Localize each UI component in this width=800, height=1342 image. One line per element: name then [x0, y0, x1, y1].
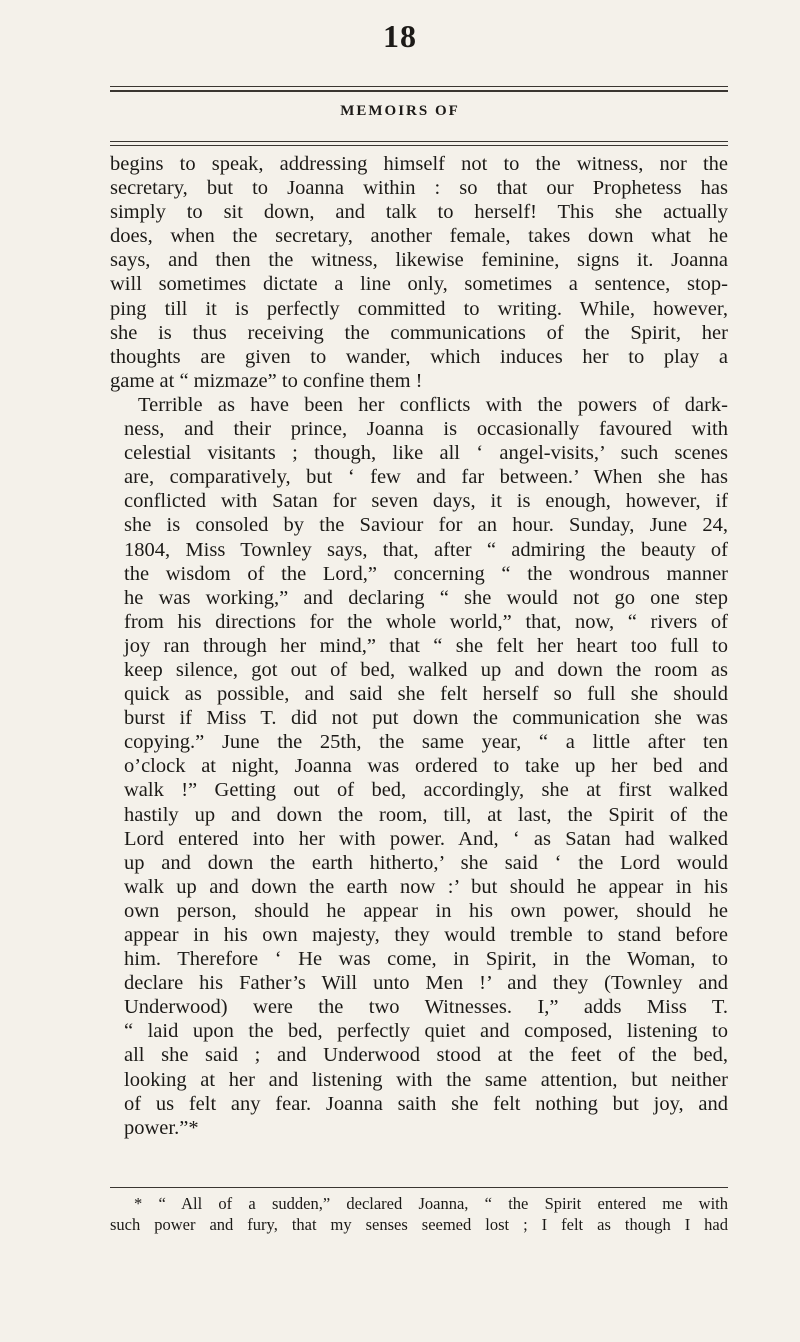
text-line: o’clock at night, Joanna was ordered to take up her bed and	[124, 755, 728, 778]
text-line: celestial visitants ; though, like all ‘ angel-visits,’ such scenes	[124, 442, 728, 465]
text-line: own person, should he appear in his own power, should he	[124, 899, 728, 922]
text-line: are, comparatively, but ‘ few and far between.’ When she has	[124, 466, 728, 489]
text-line: she is thus receiving the communications of the Spirit, her	[110, 321, 728, 344]
paragraph-2	[110, 393, 728, 1140]
text-line: simply to sit down, and talk to herself! This she actually	[110, 201, 728, 224]
footnote	[110, 1193, 728, 1235]
text-line: from his directions for the whole world,” that, now, “ rivers of	[124, 610, 728, 633]
body-text	[110, 152, 728, 1140]
text-line: of us felt any fear. Joanna saith she felt nothing but joy, and	[124, 1092, 728, 1115]
text-line: walk up and down the earth now :’ but should he appear in his	[124, 875, 728, 898]
text-line: all she said ; and Underwood stood at the feet of the bed,	[124, 1044, 728, 1067]
text-line: hastily up and down the room, till, at last, the Spirit of the	[124, 803, 728, 826]
header-rule-bottom	[110, 141, 728, 142]
text-line: thoughts are given to wander, which induces her to play a	[110, 345, 728, 368]
text-line: ping till it is perfectly committed to writing. While, however,	[110, 297, 728, 320]
text-line: she is consoled by the Saviour for an hour. Sunday, June 24,	[124, 514, 728, 537]
header-rule-bottom-thin	[110, 145, 728, 146]
text-line: conflicted with Satan for seven days, it is enough, however, if	[124, 490, 728, 513]
text-line: copying.” June the 25th, the same year, “ a little after ten	[124, 731, 728, 754]
text-line: power.”*	[124, 1116, 199, 1139]
text-line: looking at her and listening with the same attention, but neither	[124, 1068, 728, 1091]
text-line: he was working,” and declaring “ she would not go one step	[124, 586, 728, 609]
text-line: walk !” Getting out of bed, accordingly, she at first walked	[124, 779, 728, 802]
text-line: game at “ mizmaze” to confine them !	[110, 369, 423, 392]
header-rule-top	[110, 86, 728, 87]
text-line: Underwood) were the two Witnesses. I,” adds Miss T.	[124, 996, 728, 1019]
footnote-line: such power and fury, that my senses seemed lost ; I felt as though I had	[110, 1215, 728, 1234]
running-head: MEMOIRS OF	[340, 103, 460, 119]
text-line: Lord entered into her with power. And, ‘ as Satan had walked	[124, 827, 728, 850]
text-line: joy ran through her mind,” that “ she felt her heart too full to	[124, 634, 728, 657]
text-line: says, and then the witness, likewise feminine, signs it. Joanna	[110, 249, 728, 272]
paragraph-1	[110, 152, 728, 393]
text-line: “ laid upon the bed, perfectly quiet and composed, listening to	[124, 1020, 728, 1043]
text-line: up and down the earth hitherto,’ she said ‘ the Lord would	[124, 851, 728, 874]
text-line: ness, and their prince, Joanna is occasionally favoured with	[124, 418, 728, 441]
footnote-line: * “ All of a sudden,” declared Joanna, “ the Spirit entered me with	[134, 1194, 728, 1213]
text-line: the wisdom of the Lord,” concerning “ the wondrous manner	[124, 562, 728, 585]
text-line: him. Therefore ‘ He was come, in Spirit, in the Woman, to	[124, 948, 728, 971]
text-line: quick as possible, and said she felt herself so full she should	[124, 683, 728, 706]
text-line: Terrible as have been her conflicts with the powers of dark-	[138, 393, 728, 416]
text-line: declare his Father’s Will unto Men !’ and they (Townley and	[124, 972, 728, 995]
text-line: 1804, Miss Townley says, that, after “ admiring the beauty of	[124, 538, 728, 561]
text-line: keep silence, got out of bed, walked up and down the room as	[124, 658, 728, 681]
page-number: 18	[383, 18, 417, 54]
footnote-rule	[110, 1187, 728, 1188]
text-line: will sometimes dictate a line only, sometimes a sentence, stop-	[110, 273, 728, 296]
text-line: secretary, but to Joanna within : so that our Prophetess has	[110, 177, 728, 200]
text-line: does, when the secretary, another female, takes down what he	[110, 225, 728, 248]
header-rule-top-thick	[110, 90, 728, 92]
text-line: begins to speak, addressing himself not to the witness, nor the	[110, 153, 728, 175]
text-line: burst if Miss T. did not put down the communication she was	[124, 707, 728, 730]
text-line: appear in his own majesty, they would tremble to stand before	[124, 924, 728, 946]
